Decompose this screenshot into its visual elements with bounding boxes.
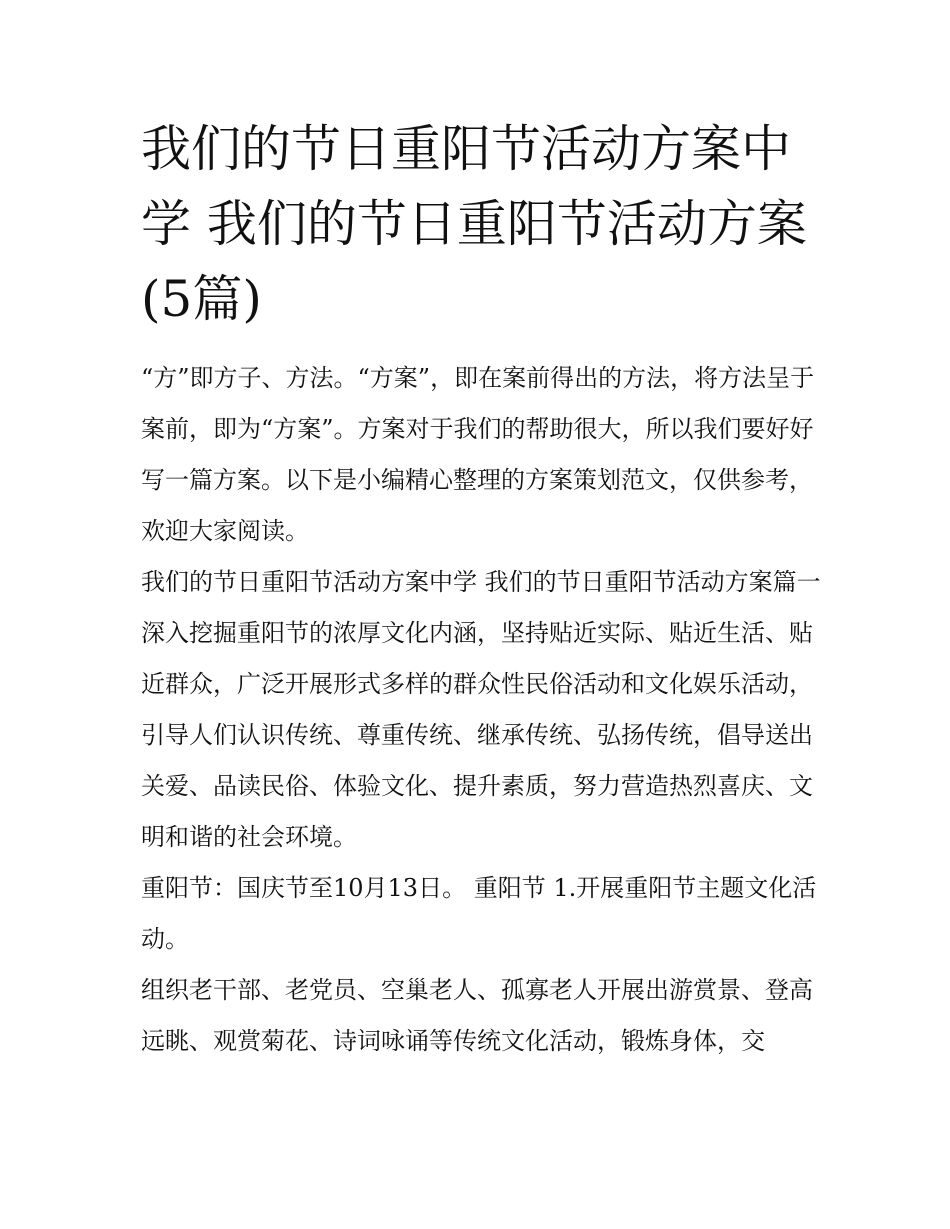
body-paragraph: 重阳节：国庆节至10月13日。 重阳节 1.开展重阳节主题文化活动。 (141, 874, 817, 953)
body-paragraph: 组织老干部、老党员、空巢老人、孤寡老人开展出游赏景、登高远眺、观赏菊花、诗词咏诵等传统文化活动，锻炼身体，交 (141, 976, 813, 1055)
document-content (141, 112, 821, 1067)
intro-paragraph: “方”即方子、方法。“方案”，即在案前得出的方法，将方法呈于案前，即为“方案”。方案对于我们的帮助很大，所以我们要好好写一篇方案。以下是小编精心整理的方案策划范文，仅供参考，欢迎大家阅读。 (141, 364, 815, 545)
document-title: 我们的节日重阳节活动方案中学 我们的节日重阳节活动方案(5篇) (141, 120, 807, 328)
body-paragraph: 深入挖掘重阳节的浓厚文化内涵，坚持贴近实际、贴近生活、贴近群众，广泛开展形式多样的群众性民俗活动和文化娱乐活动，引导人们认识传统、尊重传统、继承传统、弘扬传统，倡导送出关爱、品读民俗、体验文化、提升素质，努力营造热烈喜庆、文明和谐的社会环境。 (141, 619, 813, 851)
section-heading: 我们的节日重阳节活动方案中学 我们的节日重阳节活动方案篇一 (141, 568, 821, 596)
document-body (141, 353, 821, 1067)
